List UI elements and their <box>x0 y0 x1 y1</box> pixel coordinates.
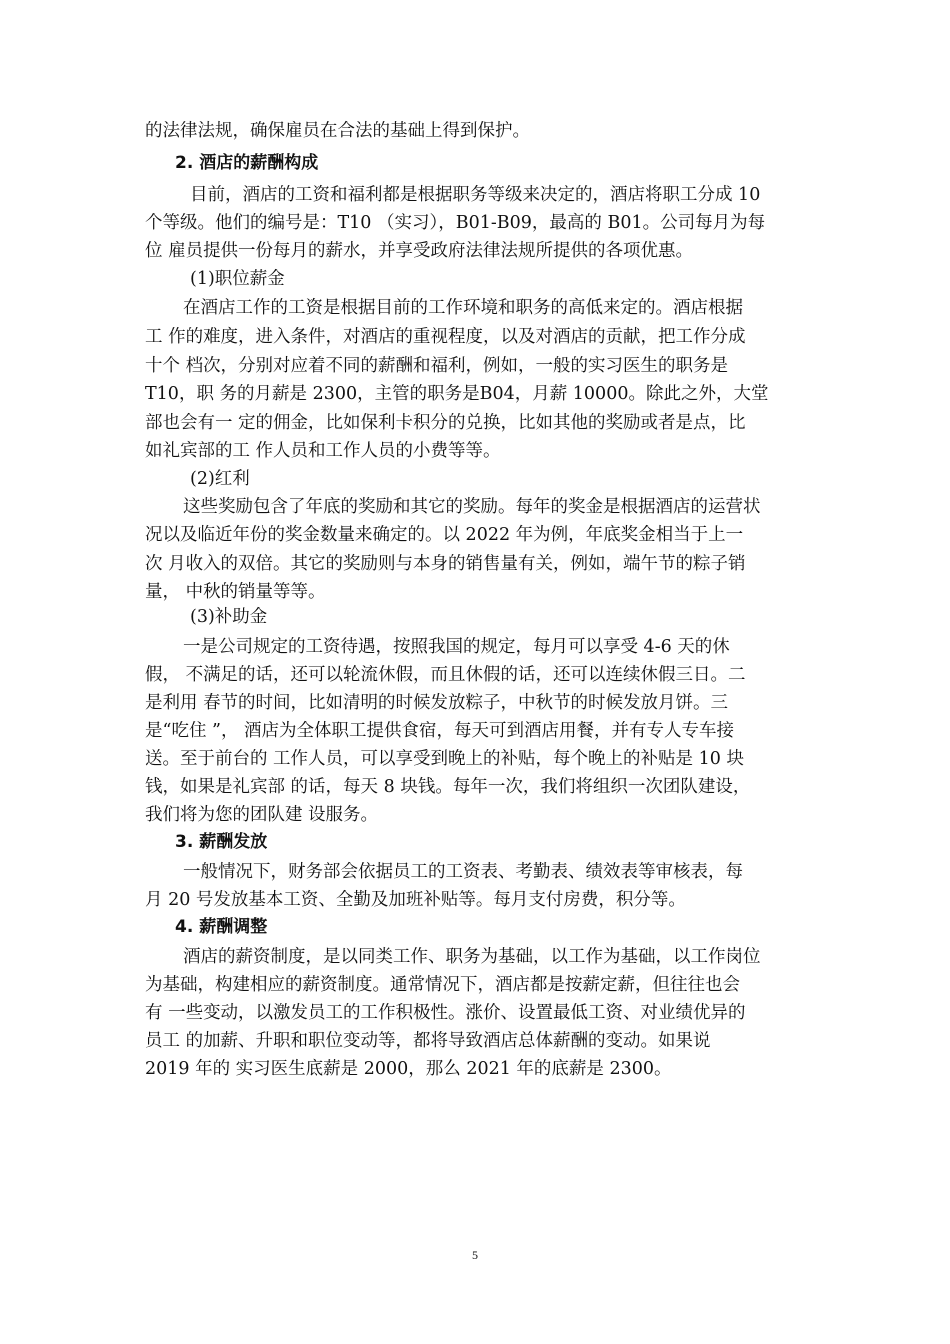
section-heading-salary-adjustment: 4. 薪酬调整 <box>175 917 268 937</box>
paragraph-line: 有 一些变动，以激发员工的工作积极性。涨价、设置最低工资、对业绩优异的 <box>145 1003 746 1023</box>
paragraph-line: 十个 档次，分别对应着不同的薪酬和福利，例如，一般的实习医生的职务是 <box>145 356 729 376</box>
paragraph-line: 目前，酒店的工资和福利都是根据职务等级来决定的，酒店将职工分成 10 <box>190 185 761 205</box>
paragraph-line: 个等级。他们的编号是：T10 （实习），B01-B09，最高的 B01。公司每月为每 <box>145 213 766 233</box>
paragraph-line: 部也会有一 定的佣金，比如保利卡积分的兑换，比如其他的奖励或者是点，比 <box>145 413 746 433</box>
paragraph-line: 我们将为您的团队建 设服务。 <box>145 805 379 825</box>
subsection-label-allowance: (3)补助金 <box>190 607 268 627</box>
paragraph-line: 这些奖励包含了年底的奖励和其它的奖励。每年的奖金是根据酒店的运营状 <box>183 497 761 517</box>
paragraph-line: 量， 中秋的销量等等。 <box>145 582 326 602</box>
paragraph-line: 送。至于前台的 工作人员，可以享受到晚上的补贴，每个晚上的补贴是 10 块 <box>145 749 744 769</box>
section-heading-salary-structure: 2. 酒店的薪酬构成 <box>175 153 319 173</box>
paragraph-line: 况以及临近年份的奖金数量来确定的。以 2022 年为例，年底奖金相当于上一 <box>145 525 744 545</box>
paragraph-line: 酒店的薪资制度，是以同类工作、职务为基础，以工作为基础，以工作岗位 <box>183 947 761 967</box>
subsection-label-bonus: (2)红利 <box>190 469 250 489</box>
paragraph-line: 一般情况下，财务部会依据员工的工资表、考勤表、绩效表等审核表，每 <box>183 862 743 882</box>
section-heading-salary-payment: 3. 薪酬发放 <box>175 832 268 852</box>
paragraph-line: 一是公司规定的工资待遇，按照我国的规定，每月可以享受 4-6 天的休 <box>183 637 730 657</box>
paragraph-line: 月 20 号发放基本工资、全勤及加班补贴等。每月支付房费，积分等。 <box>145 890 686 910</box>
paragraph-line: 是“吃住 ”， 酒店为全体职工提供食宿，每天可到酒店用餐，并有专人专车接 <box>145 721 735 741</box>
paragraph-line: 为基础，构建相应的薪资制度。通常情况下，酒店都是按薪定薪，但往往也会 <box>145 975 740 995</box>
paragraph-line: 是利用 春节的时间，比如清明的时候发放粽子，中秋节的时候发放月饼。三 <box>145 693 729 713</box>
paragraph-line: 钱，如果是礼宾部 的话，每天 8 块钱。每年一次，我们将组织一次团队建设， <box>145 777 751 797</box>
paragraph-line: 位 雇员提供一份每月的薪水，并享受政府法律法规所提供的各项优惠。 <box>145 241 694 261</box>
paragraph-line: T10，职 务的月薪是 2300，主管的职务是B04，月薪 10000。除此之外，大堂 <box>145 384 769 404</box>
paragraph-line: 在酒店工作的工资是根据目前的工作环境和职务的高低来定的。酒店根据 <box>183 298 743 318</box>
paragraph-line: 工 作的难度，进入条件，对酒店的重视程度，以及对酒店的贡献，把工作分成 <box>145 327 746 347</box>
paragraph-line: 的法律法规，确保雇员在合法的基础上得到保护。 <box>145 121 530 141</box>
subsection-label-position-salary: (1)职位薪金 <box>190 269 285 289</box>
paragraph-line: 如礼宾部的工 作人员和工作人员的小费等等。 <box>145 441 501 461</box>
page-number: 5 <box>472 1248 478 1262</box>
paragraph-line: 次 月收入的双倍。其它的奖励则与本身的销售量有关，例如，端午节的粽子销 <box>145 554 746 574</box>
paragraph-line: 2019 年的 实习医生底薪是 2000，那么 2021 年的底薪是 2300。 <box>145 1059 672 1079</box>
paragraph-line: 员工 的加薪、升职和职位变动等，都将导致酒店总体薪酬的变动。如果说 <box>145 1031 711 1051</box>
paragraph-line: 假， 不满足的话，还可以轮流休假，而且休假的话，还可以连续休假三日。二 <box>145 665 746 685</box>
